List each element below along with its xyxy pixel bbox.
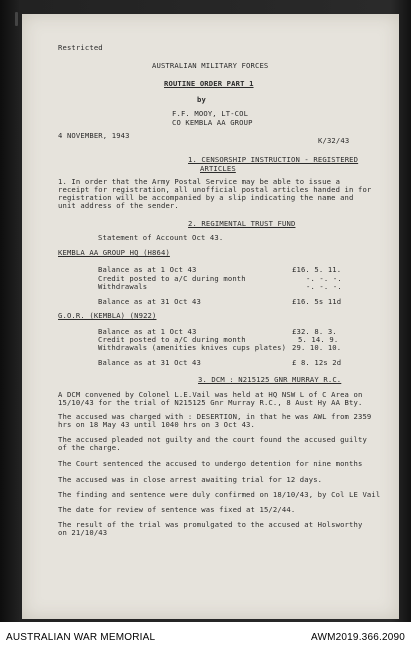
author-name: F.F. MOOY, LT-COL: [172, 109, 249, 118]
section3-para-line: The result of the trial was promulgated to the accused at Holsworthy: [58, 520, 363, 529]
statement-label: Statement of Account Oct 43.: [98, 233, 224, 242]
org-heading: AUSTRALIAN MILITARY FORCES: [152, 61, 269, 70]
fund-row-label: Balance as at 1 Oct 43: [98, 327, 197, 336]
footer-accession-number: AWM2019.366.2090: [310, 632, 405, 643]
archive-footer: [0, 622, 411, 653]
fund-group2-title: G.O.R. (KEMBLA) (N922): [58, 311, 157, 320]
section3-heading: 3. DCM : N215125 GNR MURRAY R.C.: [198, 375, 342, 384]
section3-para-line: 15/10/43 for the trial of N215125 Gnr Murray R.C., 8 Aust Hy AA Bty.: [58, 398, 363, 407]
fund-closing-amount: £ 8. 12s 2d: [292, 358, 342, 367]
fund-row-amount: -. -. -.: [306, 282, 342, 291]
section1-para-line: 1. In order that the Army Postal Service may be able to issue a: [58, 177, 341, 186]
fund-row-label: Balance as at 1 Oct 43: [98, 265, 197, 274]
section3-para-line: The accused pleaded not guilty and the court found the accused guilty: [58, 435, 367, 444]
section3-para-line: hrs on 18 May 43 until 1040 hrs on 3 Oct 43.: [58, 420, 255, 429]
section1-para-line: registration will be accompanied by a slip indicating the name and: [58, 193, 354, 202]
section3-para-line: on 21/10/43: [58, 528, 108, 537]
document-title: ROUTINE ORDER PART 1: [164, 79, 254, 88]
document-page: [22, 14, 399, 619]
fund-row-amount: 5. 14. 9.: [298, 335, 339, 344]
fund-closing-amount: £16. 5s 11d: [292, 297, 342, 306]
section2-heading: 2. REGIMENTAL TRUST FUND: [188, 219, 296, 228]
classification-label: Restricted: [58, 43, 103, 52]
by-label: by: [197, 95, 206, 104]
fund-row-label: Withdrawals: [98, 282, 148, 291]
fund-row-amount: £32. 8. 3.: [292, 327, 337, 336]
staple-mark: [15, 12, 18, 26]
fund-group1-title: KEMBLA AA GROUP HQ (H864): [58, 248, 170, 257]
section1-para-line: receipt for registration, all unofficial postal articles handed in for: [58, 185, 372, 194]
section3-para-line: The date for review of sentence was fixed at 15/2/44.: [58, 505, 296, 514]
section3-para-line: The finding and sentence were duly confirmed on 18/10/43, by Col LE Vail: [58, 490, 381, 499]
section3-para-line: The Court sentenced the accused to undergo detention for nine months: [58, 459, 363, 468]
section1-heading-line1: 1. CENSORSHIP INSTRUCTION - REGISTERED: [188, 155, 359, 164]
document-reference: K/32/43: [318, 136, 350, 145]
fund-row-amount: £16. 5. 11.: [292, 265, 342, 274]
fund-row-amount: -. -. -.: [306, 274, 342, 283]
section3-para-line: The accused was in close arrest awaiting trial for 12 days.: [58, 475, 323, 484]
footer-institution: AUSTRALIAN WAR MEMORIAL: [6, 632, 156, 643]
fund-row-label: Withdrawals (amenities knives cups plates): [98, 343, 287, 352]
section3-para-line: A DCM convened by Colonel L.E.Vail was held at HQ NSW L of C Area on: [58, 390, 363, 399]
section1-heading-line2: ARTICLES: [200, 164, 236, 173]
fund-row-label: Credit posted to a/C during month: [98, 335, 246, 344]
section3-para-line: The accused was charged with : DESERTION, in that he was AWL from 2359: [58, 412, 372, 421]
document-date: 4 NOVEMBER, 1943: [58, 131, 130, 140]
fund-closing-label: Balance as at 31 Oct 43: [98, 358, 201, 367]
section3-para-line: of the charge.: [58, 443, 121, 452]
author-unit: CO KEMBLA AA GROUP: [172, 118, 253, 127]
fund-closing-label: Balance as at 31 Oct 43: [98, 297, 201, 306]
section1-para-line: unit address of the sender.: [58, 201, 179, 210]
fund-row-label: Credit posted to a/C during month: [98, 274, 246, 283]
fund-row-amount: 29. 10. 10.: [292, 343, 342, 352]
